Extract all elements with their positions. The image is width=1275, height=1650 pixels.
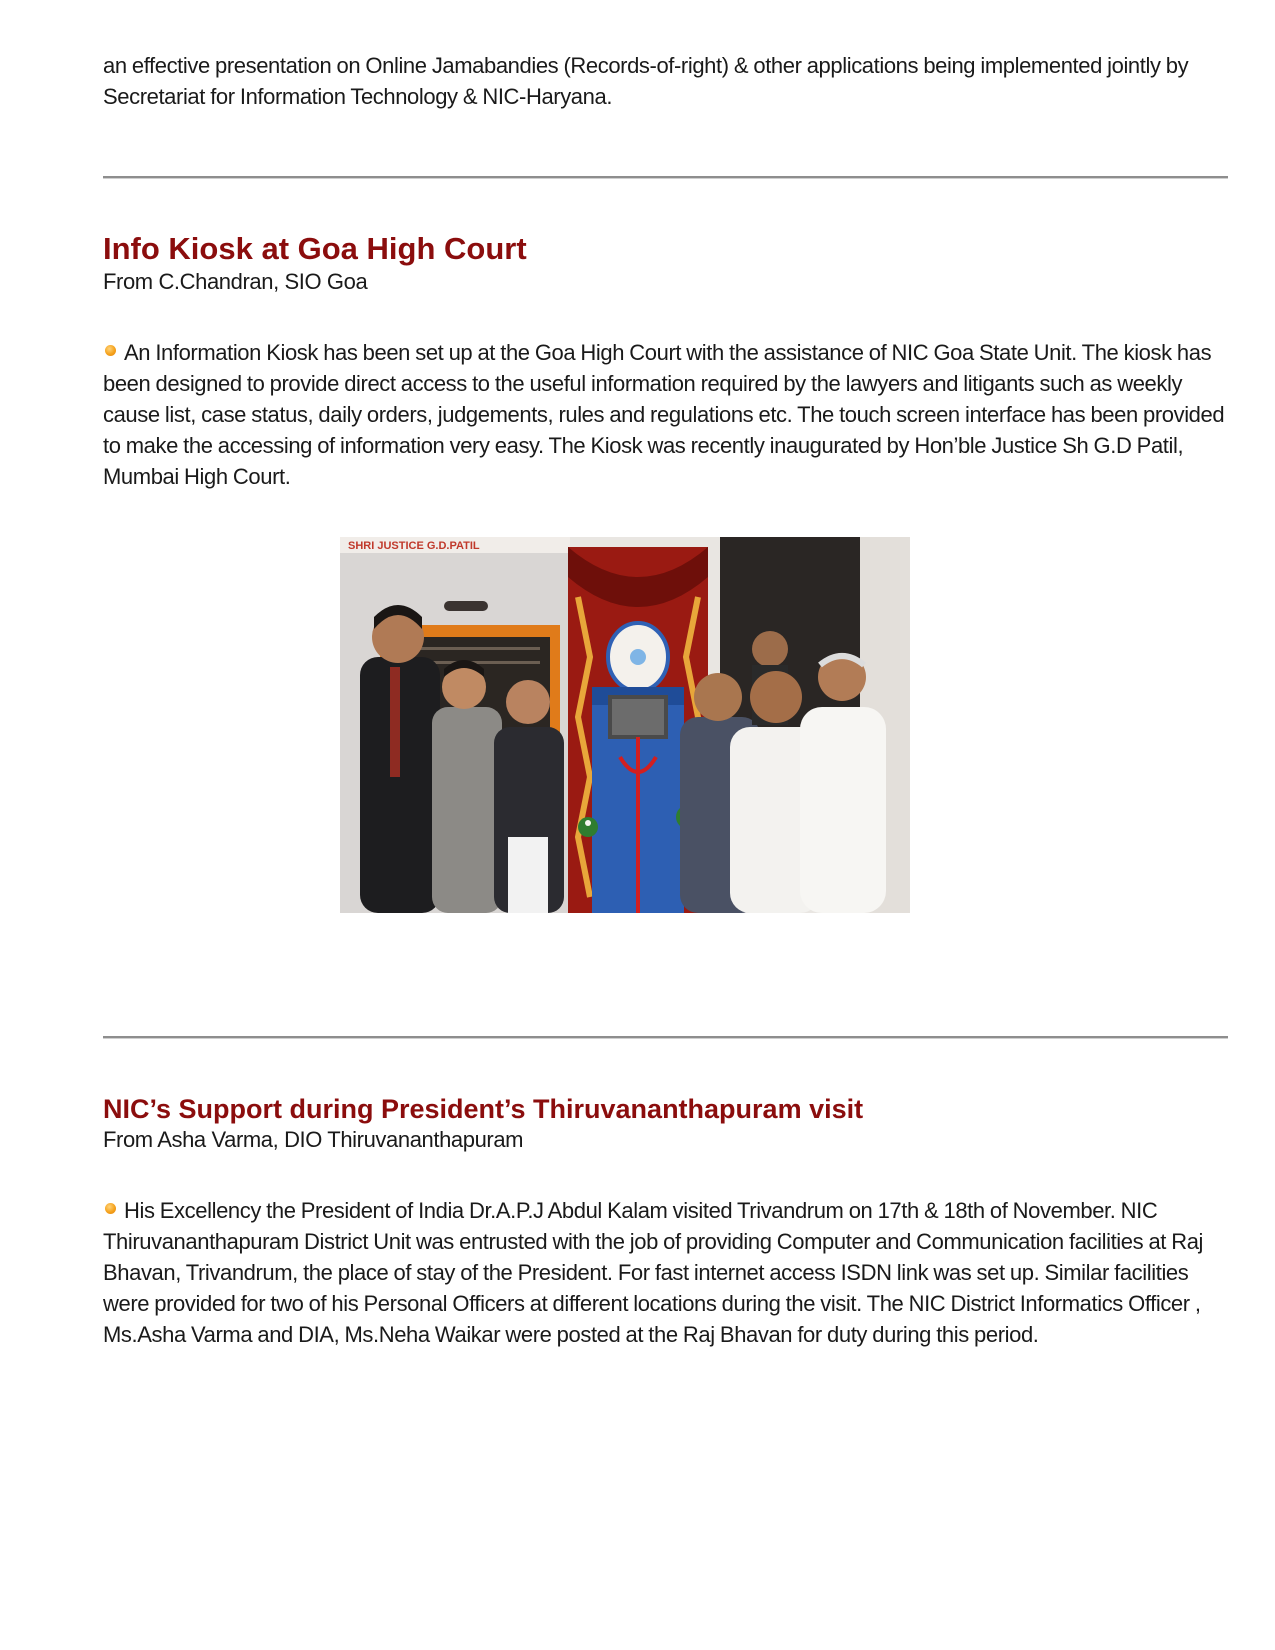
article-body bbox=[103, 1195, 1228, 1350]
article-goa-kiosk bbox=[103, 231, 1228, 492]
article-body-text: His Excellency the President of India Dr.A.P.J Abdul Kalam visited Trivandrum on 17th & 18th of November. NIC Thiruvananthapuram District Unit was entrusted with the job of providing Computer and Communication facilities at Raj Bhavan, Trivandrum, the place of stay of the President. For fast internet access ISDN link was set up. Similar facilities were provided for two of his Personal Officers at different locations during the visit. The NIC District Informatics Officer , Ms.Asha Varma and DIA, Ms.Neha Waikar were posted at the Raj Bhavan for duty during this period. bbox=[103, 1198, 1204, 1347]
intro-paragraph: an effective presentation on Online Jamabandies (Records-of-right) & other applications being implemented jointly by Secretariat for Information Technology & NIC-Haryana. bbox=[103, 53, 1189, 109]
orange-dot-bullet-icon bbox=[105, 345, 116, 356]
article-byline: From C.Chandran, SIO Goa bbox=[103, 269, 368, 294]
page-content bbox=[103, 50, 1228, 492]
article-body-text: An Information Kiosk has been set up at the Goa High Court with the assistance of NIC Goa State Unit. The kiosk has been designed to provide direct access to the useful information required by the lawyers and litigants such as weekly cause list, case status, daily orders, judgements, rules and regulations etc. The touch screen interface has been provided to make the accessing of information very easy. The Kiosk was recently inaugurated by Hon’ble Justice Sh G.D Patil, Mumbai High Court. bbox=[103, 340, 1225, 489]
lower-content bbox=[103, 1036, 1228, 1350]
article-byline: From Asha Varma, DIO Thiruvananthapuram bbox=[103, 1127, 524, 1152]
article-president-visit bbox=[103, 1093, 1228, 1350]
photo-banner-text: SHRI JUSTICE G.D.PATIL bbox=[348, 540, 480, 552]
kiosk-inauguration-photo bbox=[340, 537, 910, 913]
orange-dot-bullet-icon bbox=[105, 1203, 116, 1214]
article-body bbox=[103, 337, 1228, 492]
article-title: NIC’s Support during President’s Thiruvananthapuram visit bbox=[103, 1094, 864, 1124]
article-title: Info Kiosk at Goa High Court bbox=[103, 231, 527, 266]
